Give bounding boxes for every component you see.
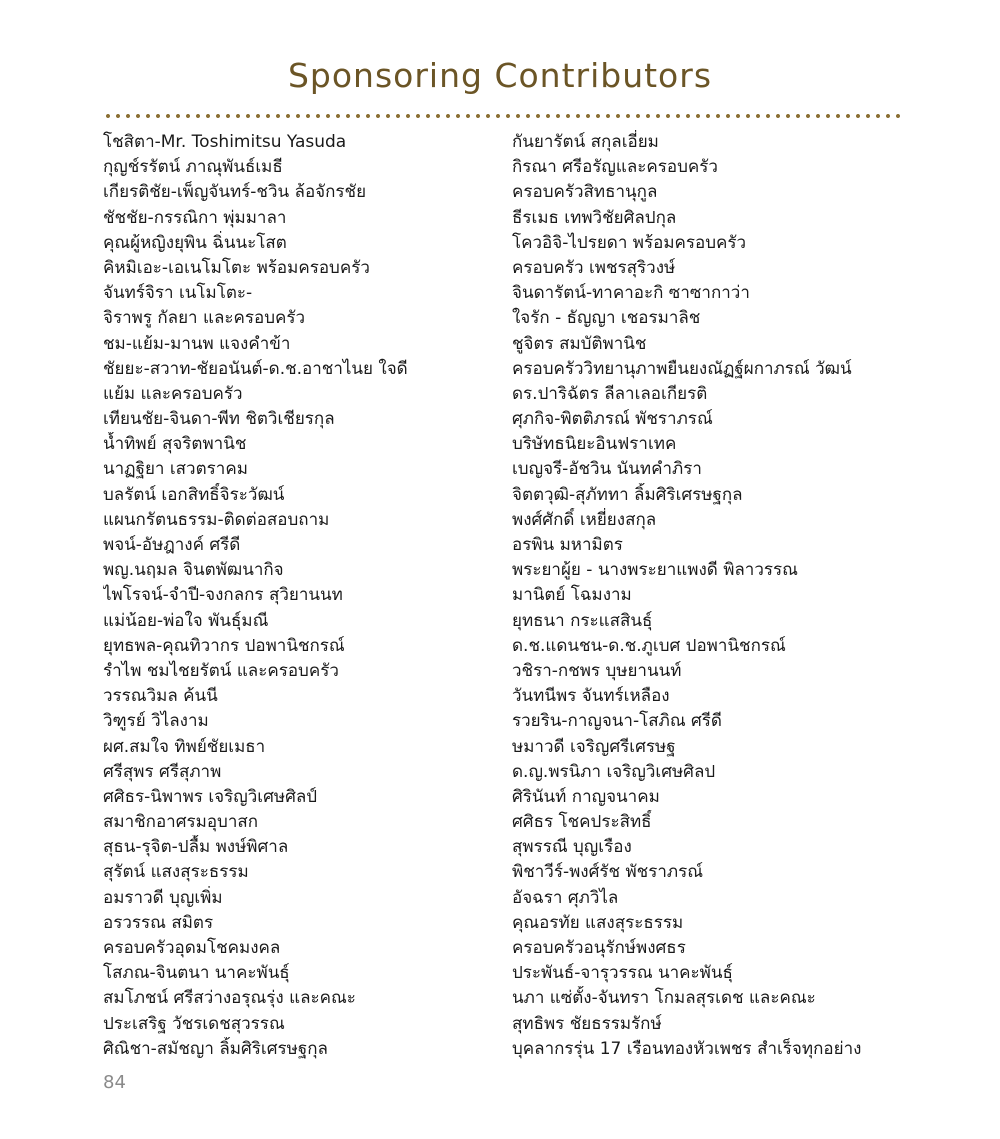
contributor-name: เกียรติชัย-เพ็ญจันทร์-ชวิน ล้อจักรชัย [103, 182, 367, 203]
contributor-name: แม่น้อย-พ่อใจ พันธุ์มณี [103, 610, 269, 631]
contributor-name: ศศิธร โชคประสิทธิ์ [512, 812, 652, 833]
contributor-name: อัจฉรา ศุภวิไล [512, 887, 619, 908]
contributor-name: คุณอรทัย แสงสุระธรรม [512, 912, 684, 933]
contributor-name: สุพรรณี บุญเรือง [512, 837, 632, 858]
contributor-name: ศิรินันท์ กาญจนาคม [512, 786, 660, 807]
contributor-name: จันทร์จิรา เนโมโตะ- [103, 283, 253, 304]
contributor-name: กิรณา ศรีอรัญและครอบครัว [512, 157, 718, 178]
contributor-name: ชูจิตร สมบัติพานิช [512, 333, 647, 354]
contributor-name: สมโภชน์ ศรีสว่างอรุณรุ่ง และคณะ [103, 988, 356, 1009]
contributor-name: คุณผู้หญิงยุพิน ฉิ่นนะโสต [103, 232, 287, 253]
contributor-name: ศุภกิจ-พิตติภรณ์ พัชราภรณ์ [512, 409, 713, 430]
contributor-name: อมราวดี บุญเพิ่ม [103, 887, 223, 908]
contributor-name: นาฏฐิยา เสวตราคม [103, 459, 248, 480]
contributor-name: รำไพ ชมไชยรัตน์ และครอบครัว [103, 660, 339, 681]
contributor-name: ชัชชัย-กรรณิกา พุ่มมาลา [103, 207, 287, 228]
dotted-divider [103, 113, 903, 119]
contributor-name: สมาชิกอาศรมอุบาสก [103, 812, 259, 833]
contributor-name: ครอบครัว เพชรสุริวงษ์ [512, 257, 676, 278]
contributor-name: ยุทธนา กระแสสินธุ์ [512, 610, 653, 631]
contributor-name: ครอบครัวอนุรักษ์พงศธร [512, 938, 686, 958]
contributor-name: ใจรัก - ธัญญา เชอรมาลิช [512, 308, 701, 329]
contributor-name: ผศ.สมใจ ทิพย์ชัยเมธา [103, 736, 266, 757]
contributor-name: พงศ์ศักดิ์ เหยี่ยงสกุล [512, 509, 657, 530]
contributor-name: จิตตวุฒิ-สุภัททา ลิ้มศิริเศรษฐกุล [512, 484, 743, 505]
contributor-name: พญ.นฤมล จินตพัฒนากิจ [103, 560, 284, 581]
contributor-name: ดร.ปาริฉัตร ลีลาเลอเกียรติ [512, 383, 708, 404]
contributor-name: ประพันธ์-จารุวรรณ นาคะพันธุ์ [512, 963, 733, 984]
contributor-name: ประเสริฐ วัชรเดชสุวรรณ [103, 1013, 285, 1034]
right-name-column [512, 130, 912, 1062]
contributor-name: ศศิธร-นิพาพร เจริญวิเศษศิลป์ [103, 786, 318, 807]
contributor-name: ษมาวดี เจริญศรีเศรษฐ [512, 736, 676, 757]
contributor-name: พิชาวีร์-พงศ์รัช พัชราภรณ์ [512, 862, 704, 883]
contributor-name: ศิณิชา-สมัชญา ลิ้มศิริเศรษฐกุล [103, 1038, 328, 1059]
contributor-name: แย้ม และครอบครัว [103, 383, 243, 404]
contributor-name: มานิตย์ โฉมงาม [512, 585, 632, 606]
contributor-name: ศรีสุพร ศรีสุภาพ [103, 761, 222, 782]
contributor-name: ด.ญ.พรนิภา เจริญวิเศษศิลป [512, 761, 716, 782]
contributor-name: คิหมิเอะ-เอเนโมโตะ พร้อมครอบครัว [103, 257, 370, 278]
contributor-name: กันยารัตน์ สกุลเอี่ยม [512, 132, 659, 152]
contributor-name: จินดารัตน์-ทาคาอะกิ ซาซากาว่า [512, 283, 750, 304]
contributor-name: จิราพรู กัลยา และครอบครัว [103, 308, 306, 329]
contributor-name: ชม-แย้ม-มานพ แจงคำข้า [103, 333, 291, 354]
contributor-name: โควอิจิ-ไปรยดา พร้อมครอบครัว [512, 232, 747, 253]
contributor-name: ธีรเมธ เทพวิชัยศิลปกุล [512, 207, 677, 228]
contributor-name: บลรัตน์ เอกสิทธิ์จิระวัฒน์ [103, 484, 285, 505]
contributor-name: โชสิตา-Mr. Toshimitsu Yasuda [103, 132, 347, 152]
contributor-name: น้ำทิพย์ สุจริตพานิช [103, 434, 247, 455]
contributor-name: รวยริน-กาญจนา-โสภิณ ศรีดี [512, 711, 722, 732]
contributor-name: วันทนีพร จันทร์เหลือง [512, 686, 670, 707]
contributor-name: สุธน-รุจิต-ปลื้ม พงษ์พิศาล [103, 837, 289, 858]
contributor-name: บุคลากรรุ่น 17 เรือนทองหัวเพชร สำเร็จทุกอย่าง [512, 1038, 862, 1059]
contributor-name: วรรณวิมล ค้นนี [103, 686, 218, 707]
contributor-name: พจน์-อัษฎางค์ ศรีดี [103, 535, 241, 555]
contributor-name: ครอบครัววิทยานุภาพยืนยงณัฏฐ์ผกาภรณ์ วัฒน์ [512, 358, 852, 379]
page-title: Sponsoring Contributors [287, 56, 713, 95]
contributor-name: สุทธิพร ชัยธรรมรักษ์ [512, 1013, 662, 1034]
left-name-column [103, 130, 498, 1062]
contributor-name: วชิรา-กชพร บุษยานนท์ [512, 660, 682, 681]
contributor-name: ครอบครัวอุดมโชคมงคล [103, 938, 281, 958]
contributor-name: โสภณ-จินตนา นาคะพันธุ์ [103, 963, 290, 984]
contributor-name: ไพโรจน์-จำปี-จงกลกร สุวิยานนท [103, 585, 343, 606]
contributor-name: บริษัทธนิยะอินฟราเทค [512, 434, 677, 455]
contributor-name: อรวรรณ สมิตร [103, 912, 214, 933]
contributor-name: เทียนชัย-จินดา-พีท ชิตวิเชียรกุล [103, 409, 335, 430]
contributor-name: เบญจรี-อัชวิน นันทคำภิรา [512, 459, 702, 480]
contributor-name: ด.ช.แดนชน-ด.ช.ภูเบศ ปอพานิชกรณ์ [512, 635, 786, 656]
contributor-name: นภา แซ่ตั้ง-จันทรา โกมลสุรเดช และคณะ [512, 988, 816, 1009]
contributor-name: แผนกรัตนธรรม-ติดต่อสอบถาม [103, 509, 330, 530]
contributor-name: ชัยยะ-สวาท-ชัยอนันต์-ด.ช.อาชาไนย ใจดี [103, 358, 408, 379]
contributor-name: ครอบครัวสิทธานุกูล [512, 182, 658, 203]
contributor-name: สุรัตน์ แสงสุระธรรม [103, 862, 249, 883]
contributor-name: กุญช์รรัตน์ ภาณุพันธ์เมธี [103, 157, 283, 178]
contributor-name: ยุทธพล-คุณทิวากร ปอพานิชกรณ์ [103, 635, 345, 656]
contributor-name: พระยาผู้ย - นางพระยาแพงดี พิลาวรรณ [512, 560, 798, 581]
page-number: 84 [103, 1072, 126, 1093]
contributor-name: วิฑูรย์ วิไลงาม [103, 711, 209, 732]
contributor-name: อรพิน มหามิตร [512, 535, 623, 555]
